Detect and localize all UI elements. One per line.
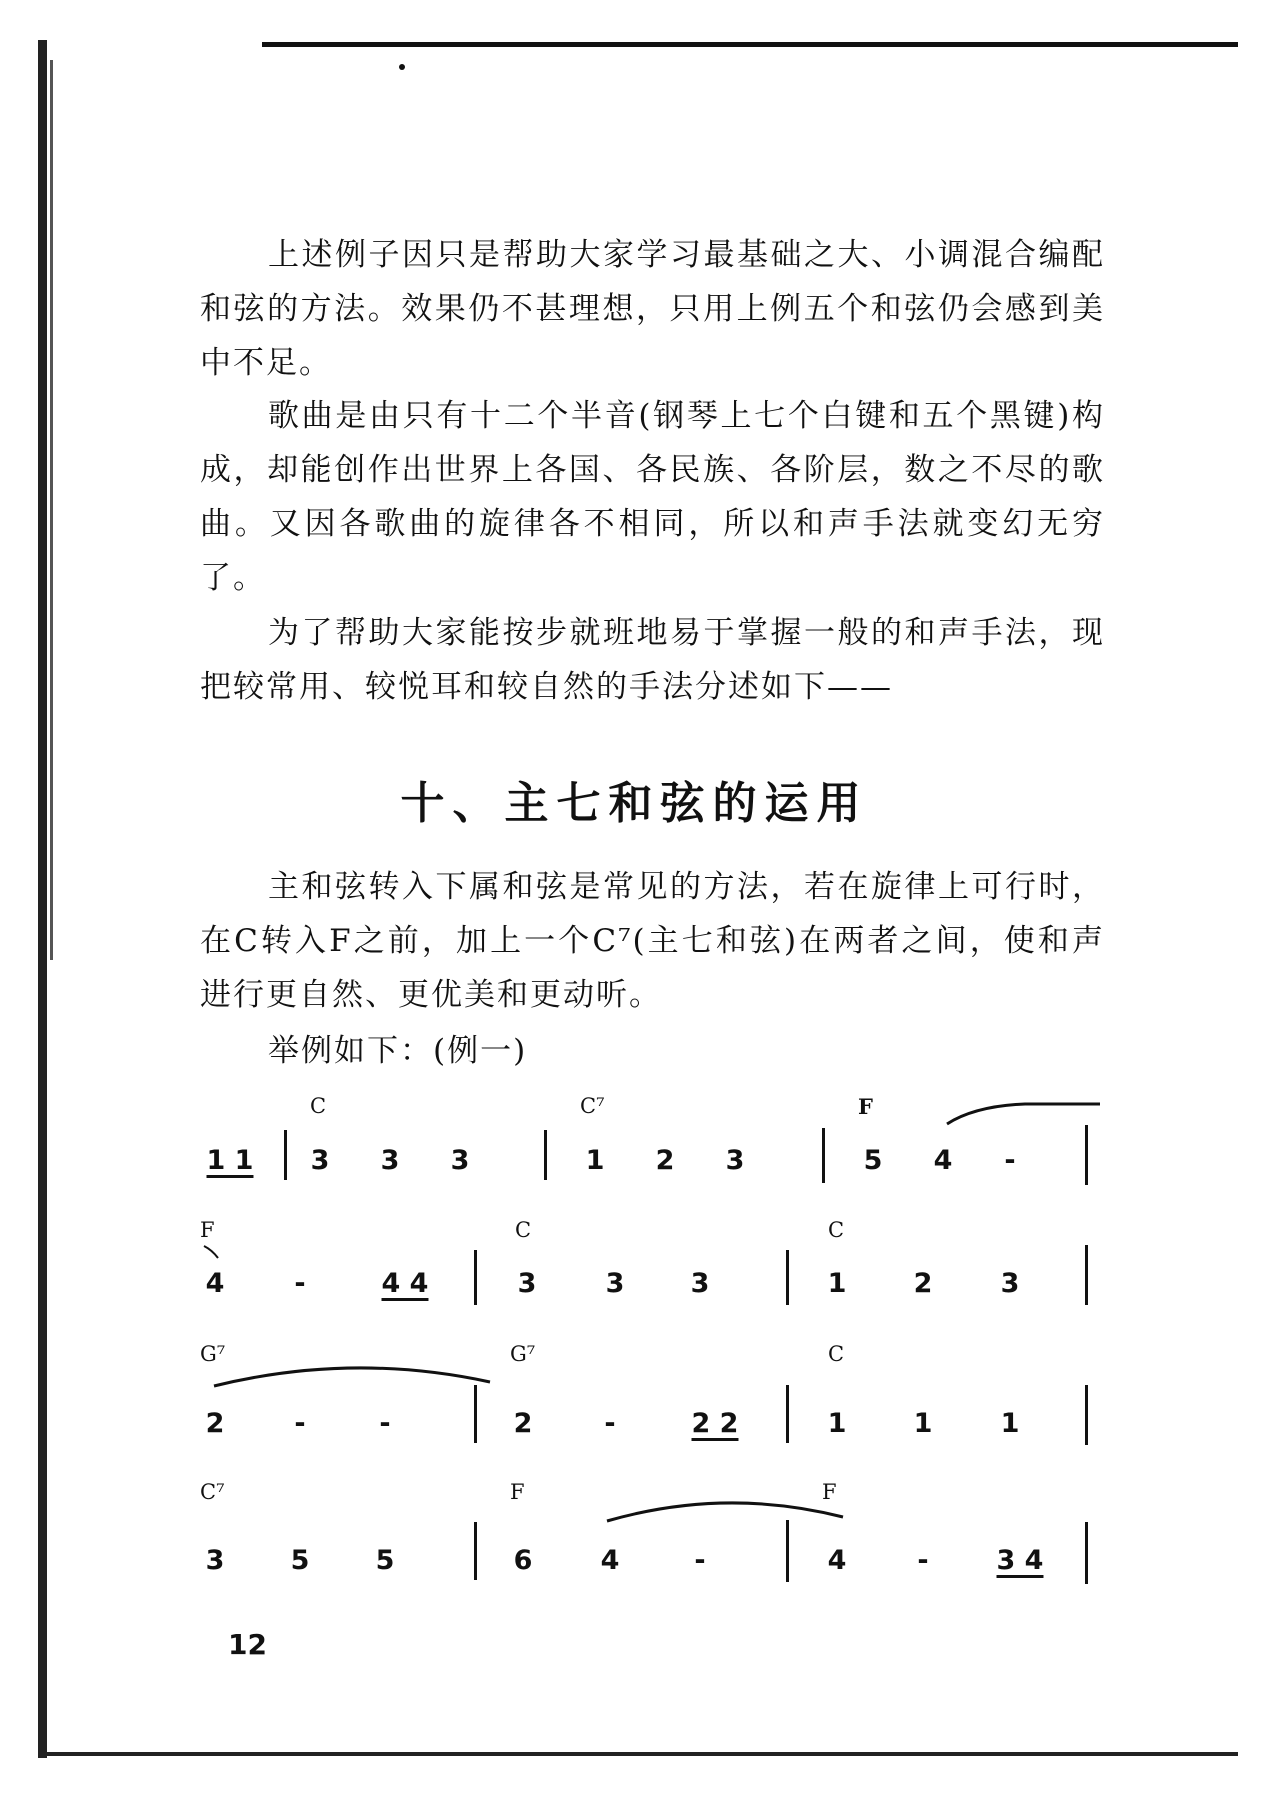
note: - <box>379 1408 391 1439</box>
note: 3 <box>1000 1268 1020 1299</box>
note: 1 <box>827 1408 847 1439</box>
note: 2 2 <box>691 1408 739 1439</box>
bar-line <box>1085 1385 1088 1445</box>
note: - <box>917 1545 929 1576</box>
note: - <box>294 1268 306 1299</box>
note: 2 <box>205 1408 225 1439</box>
chord-label: G⁷ <box>200 1342 226 1366</box>
chord-label: C <box>828 1342 845 1366</box>
note: 5 <box>375 1545 395 1576</box>
chord-label: F <box>510 1480 525 1504</box>
note: 5 <box>863 1145 883 1176</box>
slur-icon <box>212 1358 492 1390</box>
bar-line <box>822 1128 825 1183</box>
note: 1 1 <box>206 1145 254 1176</box>
chord-label: F <box>858 1094 873 1119</box>
bar-line <box>786 1385 789 1443</box>
note: 3 <box>725 1145 745 1176</box>
note: - <box>294 1408 306 1439</box>
note: 5 <box>290 1545 310 1576</box>
note: 1 <box>827 1268 847 1299</box>
bar-line <box>786 1520 789 1582</box>
note: 6 <box>513 1545 533 1576</box>
note: 3 <box>605 1268 625 1299</box>
chord-label: C <box>828 1218 845 1242</box>
bar-line <box>1085 1522 1088 1584</box>
paragraph-1: 上述例子因只是帮助大家学习最基础之大、小调混合编配和弦的方法。效果仍不甚理想，只用上例五个和弦仍会感到美中不足。 <box>200 237 1105 381</box>
page-number: 12 <box>228 1628 267 1661</box>
note: - <box>1004 1145 1016 1176</box>
slur-icon <box>605 1495 845 1525</box>
chord-label: C <box>515 1218 532 1242</box>
paragraph-3: 为了帮助大家能按步就班地易于掌握一般的和声手法，现把较常用、较悦耳和较自然的手法分述如下—— <box>200 615 1105 705</box>
chord-label: C⁷ <box>200 1480 225 1504</box>
chord-label: C⁷ <box>580 1094 605 1118</box>
note: 3 <box>205 1545 225 1576</box>
note: 3 <box>310 1145 330 1176</box>
example-label: 举例如下：(例一) <box>268 1033 528 1069</box>
note: 4 <box>205 1268 225 1299</box>
section-heading: 十、主七和弦的运用 <box>400 778 869 829</box>
note: 4 4 <box>381 1268 429 1299</box>
note: 3 <box>690 1268 710 1299</box>
bar-line <box>284 1130 287 1180</box>
chord-label: G⁷ <box>510 1342 536 1366</box>
note: - <box>694 1545 706 1576</box>
note: 1 <box>585 1145 605 1176</box>
slur-icon <box>945 1098 1100 1128</box>
note: 4 <box>600 1545 620 1576</box>
note: 2 <box>655 1145 675 1176</box>
chord-label: F <box>200 1218 215 1242</box>
note: 4 <box>827 1545 847 1576</box>
note: 3 <box>380 1145 400 1176</box>
note: 3 <box>517 1268 537 1299</box>
bar-line <box>474 1250 477 1305</box>
note: 1 <box>1000 1408 1020 1439</box>
note: 2 <box>513 1408 533 1439</box>
section-paragraph: 主和弦转入下属和弦是常见的方法，若在旋律上可行时，在C转入F之前，加上一个C⁷(主七和弦)在两者之间，使和声进行更自然、更优美和更动听。 <box>200 869 1105 1013</box>
bar-line <box>544 1130 547 1180</box>
note: 4 <box>933 1145 953 1176</box>
note: 2 <box>913 1268 933 1299</box>
note: 1 <box>913 1408 933 1439</box>
note: 3 4 <box>996 1545 1044 1576</box>
bar-line <box>474 1385 477 1443</box>
note: - <box>604 1408 616 1439</box>
chord-label: F <box>822 1480 837 1504</box>
bar-line <box>474 1522 477 1580</box>
bar-line <box>1085 1245 1088 1305</box>
chord-label: C <box>310 1094 327 1118</box>
note: 3 <box>450 1145 470 1176</box>
bar-line <box>786 1250 789 1305</box>
tie-end-icon <box>202 1244 222 1262</box>
bar-line <box>1085 1125 1088 1185</box>
paragraph-2: 歌曲是由只有十二个半音(钢琴上七个白键和五个黑键)构成，却能创作出世界上各国、各民族、各阶层，数之不尽的歌曲。又因各歌曲的旋律各不相同，所以和声手法就变幻无穷了。 <box>200 398 1105 596</box>
